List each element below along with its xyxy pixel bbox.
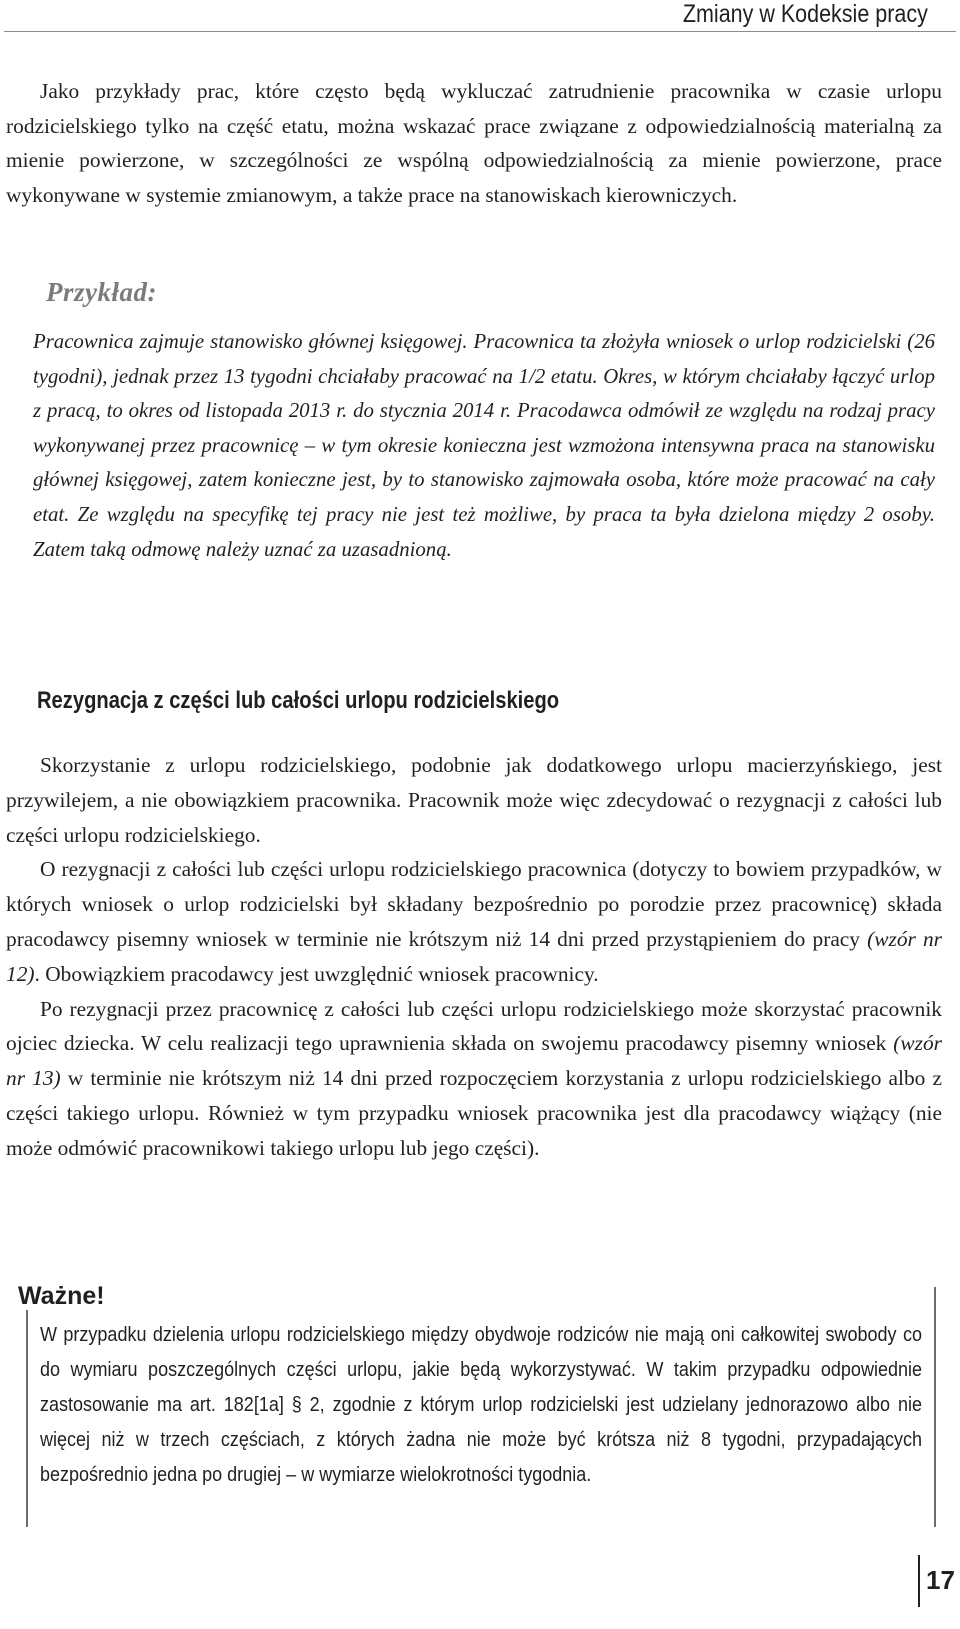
intro-paragraph: Jako przykłady prac, które często będą wykluczać zatrudnienie pracownika w czasie urlopu rodzicielskiego tylko na część etatu, można wskazać prace związane z odpowiedzialnością materialną za mienie powierzone, w szczególności ze wspólną odpowiedzialnością za mienie powierzone, prace wykonywane w systemie zmianowym, a także prace na stanowiskach kierowniczych. (6, 79, 942, 208)
paragraph-2-text-a: O rezygnacji z całości lub części urlopu rodzicielskiego pracownica (dotyczy to bowiem przypadków, w których wniosek o urlop rodzicielski był składany bezpośrednio po porodzie przez pracownicę) składa pracodawcy pisemny wniosek w terminie nie krótszym niż 14 dni przed przystąpieniem do pracy (6, 857, 942, 951)
running-header-title: Zmiany w Kodeksie pracy (683, 0, 928, 28)
section-body (6, 748, 942, 1166)
important-note-title: Ważne! (18, 1282, 109, 1310)
paragraph-3-text-a: Po rezygnacji przez pracownicę z całości lub części urlopu rodzicielskiego może skorzystać pracownik ojciec dziecka. W celu realizacji tego uprawnienia składa on swojemu pracodawcy pisemny wniosek (6, 996, 942, 1056)
example-text: Pracownica zajmuje stanowisko głównej księgowej. Pracownica ta złożyła wniosek o urlop rodzicielski (26 tygodni), jednak przez 13 tygodni chciałaby pracować na 1/2 etatu. Okres, w którym chciałaby łączyć urlop z pracą, to okres od listopada 2013 r. do stycznia 2014 r. Pracodawca odmówił ze względu na rodzaj pracy wykonywanej przez pracownicę – w tym okresie konieczna jest wzmożona intensywna praca na stanowisku głównej księgowej, zatem konieczne jest, by to stanowisko zajmowała osoba, które może pracować na cały etat. Ze względu na specyfikę tej pracy nie jest też możliwe, by praca ta była dzielona między 2 osoby. Zatem taką odmowę należy uznać za uzasadnioną. (33, 330, 935, 561)
paragraph-3-text-b: w terminie nie krótszym niż 14 dni przed rozpoczęciem korzystania z urlopu rodzicielskiego albo z części takiego urlopu. Również w tym przypadku wniosek pracownika jest dla pracodawcy wiążący (nie może odmówić pracownikowi takiego urlopu lub jego części). (6, 1066, 942, 1160)
form-reference-13: (wzór nr 13) (6, 1031, 942, 1091)
section-paragraph-2 (6, 852, 942, 991)
page-number: 17 (926, 1565, 955, 1595)
paragraph-2-text-b: . Obowiązkiem pracodawcy jest uwzględnić wniosek pracownicy. (34, 961, 599, 986)
section-paragraph-1: Skorzystanie z urlopu rodzicielskiego, podobnie jak dodatkowego urlopu macierzyńskiego, jest przywilejem, a nie obowiązkiem pracownika. Pracownik może więc zdecydować o rezygnacji z całości lub części urlopu rodzicielskiego. (6, 753, 942, 847)
example-label: Przykład: (46, 277, 157, 307)
important-note-text: W przypadku dzielenia urlopu rodzicielskiego między obydwoje rodziców nie mają oni całkowitej swobody co do wymiaru poszczególnych części urlopu, jakie będą wykorzystywać. W takim przypadku odpowiednie zastosowanie ma art. 182[1a] § 2, zgodnie z którym urlop rodzicielski jest udzielany jednorazowo albo nie więcej niż w trzech częściach, z których żadna nie może być krótsza niż 8 tygodni, przypadających bezpośrednio jedna po drugiej – w wymiarze wielokrotności tygodnia. (40, 1324, 922, 1486)
page-number-rule (918, 1555, 920, 1607)
section-paragraph-3 (6, 992, 942, 1166)
section-heading: Rezygnacja z części lub całości urlopu rodzicielskiego (37, 687, 560, 714)
form-reference-12: (wzór nr 12) (6, 926, 942, 986)
header-rule (4, 31, 956, 32)
